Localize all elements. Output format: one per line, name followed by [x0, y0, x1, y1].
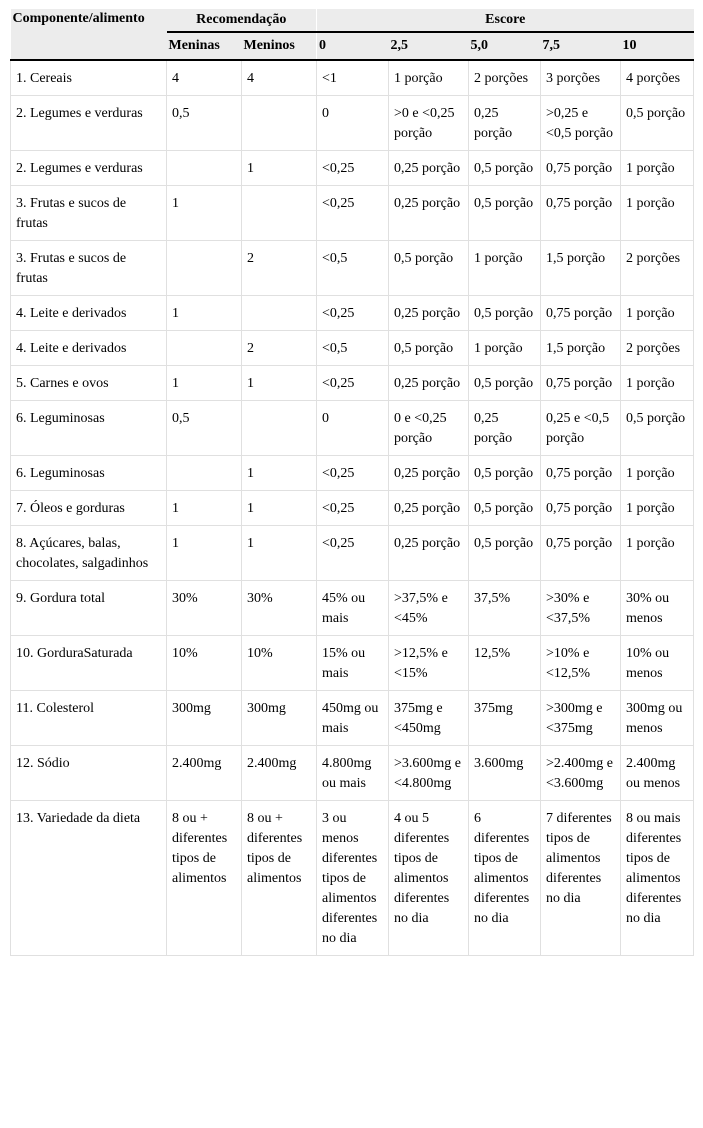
- cell-score-7-5: >10% e <12,5%: [541, 636, 621, 691]
- table-row: [11, 691, 694, 746]
- header-score-7-5: 7,5: [541, 32, 621, 60]
- cell-boys: 1: [242, 526, 317, 581]
- header-girls: Meninas: [167, 32, 242, 60]
- score-table: [10, 9, 694, 956]
- cell-boys: 1: [242, 366, 317, 401]
- cell-girls: [167, 241, 242, 296]
- cell-score-5-0: 0,5 porção: [469, 491, 541, 526]
- cell-score-10: 2 porções: [621, 331, 694, 366]
- cell-score-7-5: 0,75 porção: [541, 151, 621, 186]
- cell-score-2-5: 1 porção: [389, 60, 469, 96]
- cell-score-2-5: 0,5 porção: [389, 241, 469, 296]
- cell-boys: [242, 401, 317, 456]
- cell-component: 6. Leguminosas: [11, 401, 167, 456]
- table-row: [11, 456, 694, 491]
- cell-score-5-0: 2 porções: [469, 60, 541, 96]
- table-row: [11, 366, 694, 401]
- table-row: [11, 636, 694, 691]
- cell-score-5-0: 1 porção: [469, 241, 541, 296]
- cell-score-0: <0,25: [317, 296, 389, 331]
- cell-score-0: 4.800mg ou mais: [317, 746, 389, 801]
- cell-score-2-5: >0 e <0,25 porção: [389, 96, 469, 151]
- cell-girls: 4: [167, 60, 242, 96]
- cell-score-2-5: >37,5% e <45%: [389, 581, 469, 636]
- cell-boys: 1: [242, 151, 317, 186]
- cell-score-7-5: 0,75 porção: [541, 186, 621, 241]
- cell-score-5-0: 0,25 porção: [469, 96, 541, 151]
- header-boys: Meninos: [242, 32, 317, 60]
- cell-component: 1. Cereais: [11, 60, 167, 96]
- cell-score-0: 15% ou mais: [317, 636, 389, 691]
- cell-score-10: 8 ou mais diferentes tipos de alimentos diferentes no dia: [621, 801, 694, 956]
- cell-score-2-5: 0 e <0,25 porção: [389, 401, 469, 456]
- cell-score-0: 3 ou menos diferentes tipos de alimentos diferentes no dia: [317, 801, 389, 956]
- cell-score-2-5: >12,5% e <15%: [389, 636, 469, 691]
- cell-score-2-5: 0,25 porção: [389, 491, 469, 526]
- table-row: [11, 801, 694, 956]
- cell-component: 8. Açúcares, balas, chocolates, salgadinhos: [11, 526, 167, 581]
- cell-boys: 2: [242, 241, 317, 296]
- cell-girls: 0,5: [167, 96, 242, 151]
- cell-score-0: <0,25: [317, 151, 389, 186]
- cell-score-5-0: 0,5 porção: [469, 186, 541, 241]
- cell-score-5-0: 0,5 porção: [469, 296, 541, 331]
- cell-score-5-0: 12,5%: [469, 636, 541, 691]
- cell-score-2-5: 0,25 porção: [389, 526, 469, 581]
- cell-girls: 30%: [167, 581, 242, 636]
- cell-component: 3. Frutas e sucos de frutas: [11, 186, 167, 241]
- cell-girls: [167, 456, 242, 491]
- cell-score-5-0: 0,5 porção: [469, 366, 541, 401]
- cell-girls: 8 ou + diferentes tipos de alimentos: [167, 801, 242, 956]
- table-row: [11, 241, 694, 296]
- cell-score-0: <0,5: [317, 331, 389, 366]
- cell-girls: 1: [167, 296, 242, 331]
- cell-score-5-0: 6 diferentes tipos de alimentos diferentes no dia: [469, 801, 541, 956]
- cell-score-2-5: 375mg e <450mg: [389, 691, 469, 746]
- cell-score-7-5: 7 diferentes tipos de alimentos diferentes no dia: [541, 801, 621, 956]
- cell-score-10: 1 porção: [621, 456, 694, 491]
- cell-score-2-5: 0,25 porção: [389, 456, 469, 491]
- cell-boys: [242, 186, 317, 241]
- cell-girls: [167, 151, 242, 186]
- cell-girls: 10%: [167, 636, 242, 691]
- cell-score-2-5: 4 ou 5 diferentes tipos de alimentos diferentes no dia: [389, 801, 469, 956]
- cell-score-7-5: 1,5 porção: [541, 241, 621, 296]
- table-row: [11, 296, 694, 331]
- table-row: [11, 151, 694, 186]
- cell-score-5-0: 0,5 porção: [469, 151, 541, 186]
- cell-girls: 1: [167, 491, 242, 526]
- cell-score-2-5: 0,25 porção: [389, 151, 469, 186]
- cell-score-0: 45% ou mais: [317, 581, 389, 636]
- cell-score-2-5: 0,5 porção: [389, 331, 469, 366]
- cell-girls: 1: [167, 526, 242, 581]
- cell-girls: 1: [167, 366, 242, 401]
- cell-component: 12. Sódio: [11, 746, 167, 801]
- cell-score-7-5: 3 porções: [541, 60, 621, 96]
- cell-score-10: 1 porção: [621, 366, 694, 401]
- cell-score-5-0: 0,25 porção: [469, 401, 541, 456]
- cell-score-10: 300mg ou menos: [621, 691, 694, 746]
- cell-score-7-5: 1,5 porção: [541, 331, 621, 366]
- cell-score-0: <0,5: [317, 241, 389, 296]
- header-score-10: 10: [621, 32, 694, 60]
- table-row: [11, 581, 694, 636]
- table-row: [11, 746, 694, 801]
- cell-score-7-5: >300mg e <375mg: [541, 691, 621, 746]
- cell-score-10: 10% ou menos: [621, 636, 694, 691]
- table-body: [11, 60, 694, 956]
- cell-component: 2. Legumes e verduras: [11, 96, 167, 151]
- cell-boys: [242, 296, 317, 331]
- cell-score-7-5: 0,25 e <0,5 porção: [541, 401, 621, 456]
- cell-score-10: 2 porções: [621, 241, 694, 296]
- cell-score-0: <0,25: [317, 526, 389, 581]
- cell-score-5-0: 3.600mg: [469, 746, 541, 801]
- header-recommendation: Recomendação: [167, 9, 317, 32]
- cell-score-7-5: 0,75 porção: [541, 526, 621, 581]
- cell-score-7-5: >30% e <37,5%: [541, 581, 621, 636]
- table-row: [11, 60, 694, 96]
- cell-score-0: <0,25: [317, 491, 389, 526]
- cell-score-10: 30% ou menos: [621, 581, 694, 636]
- cell-boys: 8 ou + diferentes tipos de alimentos: [242, 801, 317, 956]
- header-score-0: 0: [317, 32, 389, 60]
- cell-score-10: 4 porções: [621, 60, 694, 96]
- cell-score-2-5: 0,25 porção: [389, 366, 469, 401]
- cell-score-0: <0,25: [317, 456, 389, 491]
- cell-score-0: <1: [317, 60, 389, 96]
- cell-score-2-5: 0,25 porção: [389, 186, 469, 241]
- cell-score-0: 0: [317, 96, 389, 151]
- cell-score-2-5: 0,25 porção: [389, 296, 469, 331]
- cell-score-7-5: 0,75 porção: [541, 491, 621, 526]
- cell-score-7-5: 0,75 porção: [541, 366, 621, 401]
- cell-component: 2. Legumes e verduras: [11, 151, 167, 186]
- cell-girls: 300mg: [167, 691, 242, 746]
- cell-score-7-5: 0,75 porção: [541, 456, 621, 491]
- cell-girls: [167, 331, 242, 366]
- cell-score-10: 2.400mg ou menos: [621, 746, 694, 801]
- cell-score-5-0: 0,5 porção: [469, 456, 541, 491]
- cell-score-10: 0,5 porção: [621, 96, 694, 151]
- cell-score-7-5: 0,75 porção: [541, 296, 621, 331]
- cell-boys: [242, 96, 317, 151]
- cell-component: 4. Leite e derivados: [11, 296, 167, 331]
- cell-score-5-0: 1 porção: [469, 331, 541, 366]
- cell-component: 6. Leguminosas: [11, 456, 167, 491]
- cell-score-7-5: >0,25 e <0,5 porção: [541, 96, 621, 151]
- table-row: [11, 401, 694, 456]
- cell-component: 10. GorduraSaturada: [11, 636, 167, 691]
- cell-boys: 4: [242, 60, 317, 96]
- cell-score-5-0: 375mg: [469, 691, 541, 746]
- cell-component: 4. Leite e derivados: [11, 331, 167, 366]
- cell-component: 9. Gordura total: [11, 581, 167, 636]
- cell-score-5-0: 0,5 porção: [469, 526, 541, 581]
- cell-boys: 2.400mg: [242, 746, 317, 801]
- cell-boys: 10%: [242, 636, 317, 691]
- cell-component: 3. Frutas e sucos de frutas: [11, 241, 167, 296]
- table-row: [11, 491, 694, 526]
- table-row: [11, 526, 694, 581]
- table-row: [11, 96, 694, 151]
- header-component: Componente/alimento: [11, 9, 167, 60]
- cell-component: 5. Carnes e ovos: [11, 366, 167, 401]
- cell-component: 7. Óleos e gorduras: [11, 491, 167, 526]
- cell-component: 11. Colesterol: [11, 691, 167, 746]
- cell-score-10: 1 porção: [621, 151, 694, 186]
- table-row: [11, 331, 694, 366]
- cell-score-10: 1 porção: [621, 491, 694, 526]
- cell-score-0: <0,25: [317, 186, 389, 241]
- cell-score-10: 1 porção: [621, 296, 694, 331]
- cell-girls: 0,5: [167, 401, 242, 456]
- table-header: [11, 9, 694, 60]
- cell-girls: 2.400mg: [167, 746, 242, 801]
- table-row: [11, 186, 694, 241]
- cell-girls: 1: [167, 186, 242, 241]
- cell-boys: 1: [242, 491, 317, 526]
- cell-score-0: 450mg ou mais: [317, 691, 389, 746]
- cell-score-0: <0,25: [317, 366, 389, 401]
- cell-boys: 2: [242, 331, 317, 366]
- cell-score-5-0: 37,5%: [469, 581, 541, 636]
- cell-score-10: 0,5 porção: [621, 401, 694, 456]
- cell-component: 13. Variedade da dieta: [11, 801, 167, 956]
- cell-boys: 300mg: [242, 691, 317, 746]
- header-score-5-0: 5,0: [469, 32, 541, 60]
- cell-score-10: 1 porção: [621, 526, 694, 581]
- header-score: Escore: [317, 9, 694, 32]
- cell-boys: 30%: [242, 581, 317, 636]
- header-score-2-5: 2,5: [389, 32, 469, 60]
- cell-score-2-5: >3.600mg e <4.800mg: [389, 746, 469, 801]
- cell-score-0: 0: [317, 401, 389, 456]
- cell-score-10: 1 porção: [621, 186, 694, 241]
- cell-score-7-5: >2.400mg e <3.600mg: [541, 746, 621, 801]
- cell-boys: 1: [242, 456, 317, 491]
